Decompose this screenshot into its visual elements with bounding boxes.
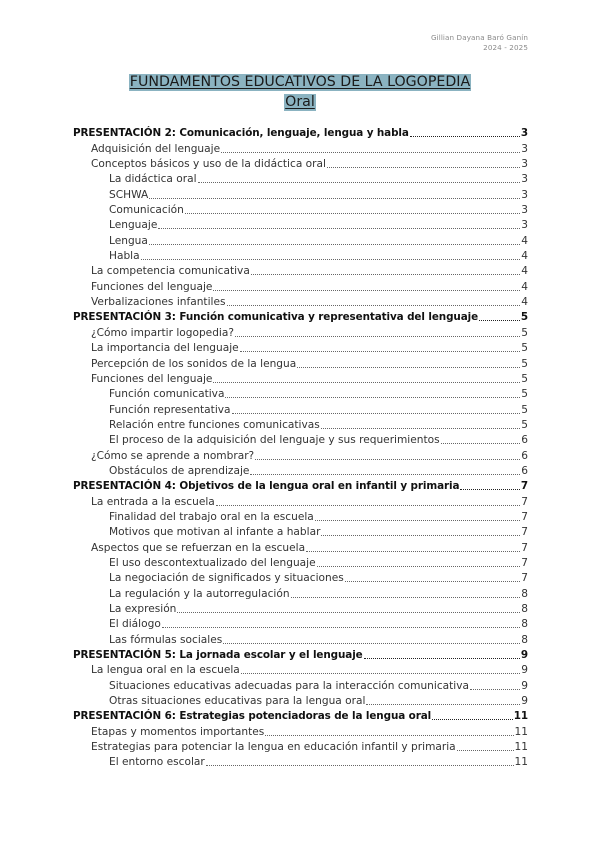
toc-dot-leader: [432, 719, 513, 720]
toc-entry[interactable]: [73, 309, 528, 324]
toc-dot-leader: [297, 367, 520, 368]
toc-entry-title: Lenguaje: [109, 219, 158, 232]
toc-entry-title: La lengua oral en la escuela: [91, 664, 240, 677]
toc-entry-page: 5: [521, 388, 528, 401]
toc-entry-page: 4: [521, 296, 528, 309]
toc-entry-page: 9: [521, 695, 528, 708]
toc-dot-leader: [158, 228, 520, 229]
toc-dot-leader: [225, 397, 520, 398]
table-of-contents: [73, 125, 528, 769]
toc-entry-page: 6: [521, 434, 528, 447]
toc-entry[interactable]: [73, 662, 528, 677]
toc-entry-page: 5: [521, 418, 528, 431]
toc-dot-leader: [317, 566, 521, 567]
toc-entry-page: 3: [521, 204, 528, 217]
toc-entry-title: Las fórmulas sociales: [109, 633, 223, 646]
toc-dot-leader: [206, 765, 514, 766]
toc-entry[interactable]: [73, 186, 528, 201]
toc-entry-page: 3: [521, 219, 528, 232]
toc-entry-page: 5: [521, 342, 528, 355]
toc-entry[interactable]: [73, 693, 528, 708]
toc-entry-title: PRESENTACIÓN 2: Comunicación, lenguaje, lengua y habla: [73, 127, 409, 140]
toc-entry-title: Finalidad del trabajo oral en la escuela: [109, 510, 314, 523]
toc-entry[interactable]: [73, 463, 528, 478]
toc-entry[interactable]: [73, 585, 528, 600]
toc-entry-page: 9: [520, 649, 528, 662]
toc-entry-page: 3: [520, 127, 528, 140]
toc-dot-leader: [240, 351, 521, 352]
toc-entry-page: 4: [521, 250, 528, 263]
toc-entry-title: La importancia del lenguaje: [91, 342, 239, 355]
toc-dot-leader: [255, 459, 520, 460]
toc-entry[interactable]: [73, 386, 528, 401]
document-header-meta: [431, 33, 528, 53]
toc-dot-leader: [221, 152, 520, 153]
toc-dot-leader: [250, 474, 520, 475]
toc-entry-page: 8: [521, 633, 528, 646]
toc-dot-leader: [364, 658, 520, 659]
toc-entry-page: 7: [520, 480, 528, 493]
toc-entry-page: 3: [521, 142, 528, 155]
toc-entry[interactable]: [73, 616, 528, 631]
toc-dot-leader: [327, 167, 520, 168]
toc-entry-page: 11: [514, 741, 528, 754]
toc-entry[interactable]: [73, 355, 528, 370]
title-line-1: FUNDAMENTOS EDUCATIVOS DE LA LOGOPEDIA: [129, 74, 471, 90]
toc-entry[interactable]: [73, 555, 528, 570]
toc-entry-title: Función comunicativa: [109, 388, 225, 401]
toc-entry-page: 7: [521, 556, 528, 569]
toc-dot-leader: [321, 535, 520, 536]
toc-entry[interactable]: [73, 401, 528, 416]
toc-dot-leader: [235, 336, 520, 337]
toc-dot-leader: [441, 443, 521, 444]
toc-dot-leader: [366, 704, 520, 705]
toc-entry[interactable]: [73, 723, 528, 738]
author-name: Gillian Dayana Baró Ganín: [430, 33, 528, 42]
toc-entry-page: 3: [521, 188, 528, 201]
toc-entry-title: Motivos que motivan al infante a hablar: [109, 526, 321, 539]
toc-entry[interactable]: [73, 232, 528, 247]
toc-entry-page: 4: [521, 234, 528, 247]
toc-dot-leader: [149, 198, 520, 199]
toc-entry-title: Relación entre funciones comunicativas: [109, 418, 320, 431]
toc-entry-page: 5: [521, 357, 528, 370]
toc-entry-title: PRESENTACIÓN 4: Objetivos de la lengua oral en infantil y primaria: [73, 480, 460, 493]
toc-entry[interactable]: [73, 570, 528, 585]
toc-entry-title: Aspectos que se refuerzan en la escuela: [91, 541, 306, 554]
toc-entry-page: 6: [521, 464, 528, 477]
toc-entry-page: 11: [513, 710, 528, 723]
toc-entry-title: Otras situaciones educativas para la lengua oral: [109, 695, 366, 708]
toc-entry-page: 3: [521, 173, 528, 186]
document-title: [0, 71, 600, 111]
toc-dot-leader: [321, 428, 520, 429]
toc-dot-leader: [185, 213, 520, 214]
toc-entry[interactable]: [73, 478, 528, 493]
toc-dot-leader: [216, 505, 520, 506]
toc-entry[interactable]: [73, 340, 528, 355]
toc-entry-title: PRESENTACIÓN 3: Función comunicativa y representativa del lenguaje: [73, 311, 479, 324]
toc-entry-page: 7: [521, 541, 528, 554]
toc-entry-title: La entrada a la escuela: [91, 495, 215, 508]
toc-dot-leader: [410, 136, 520, 137]
toc-entry-title: Situaciones educativas adecuadas para la interacción comunicativa: [109, 679, 470, 692]
toc-entry-title: La regulación y la autorregulación: [109, 587, 290, 600]
toc-entry-title: El diálogo: [109, 618, 161, 631]
toc-entry[interactable]: [73, 539, 528, 554]
toc-dot-leader: [291, 597, 521, 598]
toc-entry[interactable]: [73, 708, 528, 723]
toc-entry-title: ¿Cómo se aprende a nombrar?: [91, 449, 255, 462]
toc-entry-title: Funciones del lenguaje: [91, 280, 213, 293]
toc-entry-title: Lengua: [109, 234, 148, 247]
toc-entry-title: Obstáculos de aprendizaje: [109, 464, 250, 477]
toc-entry-page: 11: [514, 756, 528, 769]
toc-dot-leader: [265, 735, 513, 736]
toc-entry-page: 11: [514, 725, 528, 738]
toc-entry-title: PRESENTACIÓN 6: Estrategias potenciadoras de la lengua oral: [73, 710, 432, 723]
toc-entry[interactable]: [73, 202, 528, 217]
toc-entry[interactable]: [73, 278, 528, 293]
academic-year: 2024 - 2025: [483, 43, 528, 52]
toc-entry-title: Adquisición del lenguaje: [91, 142, 221, 155]
toc-entry[interactable]: [73, 493, 528, 508]
toc-dot-leader: [213, 382, 520, 383]
toc-entry-title: La negociación de significados y situaciones: [109, 572, 344, 585]
toc-entry-title: Habla: [109, 250, 140, 263]
toc-entry[interactable]: [73, 171, 528, 186]
toc-entry-title: ¿Cómo impartir logopedia?: [91, 326, 234, 339]
toc-entry[interactable]: [73, 324, 528, 339]
toc-dot-leader: [470, 689, 520, 690]
toc-entry-page: 5: [520, 311, 528, 324]
toc-entry-page: 7: [521, 572, 528, 585]
toc-entry[interactable]: [73, 739, 528, 754]
toc-entry-title: PRESENTACIÓN 5: La jornada escolar y el lenguaje: [73, 649, 363, 662]
toc-entry-title: Comunicación: [109, 204, 184, 217]
toc-dot-leader: [479, 320, 520, 321]
toc-entry[interactable]: [73, 217, 528, 232]
toc-entry-page: 7: [521, 526, 528, 539]
toc-entry-title: Verbalizaciones infantiles: [91, 296, 226, 309]
toc-entry-title: El proceso de la adquisición del lenguaje y sus requerimientos: [109, 434, 440, 447]
toc-entry-title: Estrategias para potenciar la lengua en educación infantil y primaria: [91, 741, 456, 754]
toc-dot-leader: [162, 627, 520, 628]
toc-entry-title: Función representativa: [109, 403, 231, 416]
toc-entry[interactable]: [73, 432, 528, 447]
toc-dot-leader: [141, 259, 521, 260]
toc-entry-title: La expresión: [109, 603, 177, 615]
toc-entry[interactable]: [73, 263, 528, 278]
toc-entry-title: Conceptos básicos y uso de la didáctica oral: [91, 158, 326, 171]
toc-entry-page: 5: [521, 403, 528, 416]
toc-entry[interactable]: [73, 417, 528, 432]
toc-entry-page: 8: [521, 587, 528, 600]
toc-dot-leader: [149, 244, 520, 245]
toc-dot-leader: [198, 182, 521, 183]
toc-entry-page: 5: [521, 372, 528, 385]
toc-entry-page: 6: [521, 449, 528, 462]
toc-entry[interactable]: [73, 647, 528, 662]
toc-entry[interactable]: [73, 140, 528, 155]
toc-dot-leader: [213, 290, 520, 291]
toc-dot-leader: [177, 612, 520, 613]
toc-entry-page: 7: [521, 510, 528, 523]
toc-dot-leader: [241, 673, 520, 674]
toc-entry-page: 8: [521, 603, 528, 615]
toc-entry-title: El entorno escolar: [109, 756, 205, 769]
toc-entry-page: 9: [521, 664, 528, 677]
toc-dot-leader: [345, 581, 520, 582]
toc-entry-page: 4: [521, 280, 528, 293]
toc-dot-leader: [227, 305, 521, 306]
toc-entry-page: 5: [521, 326, 528, 339]
toc-entry[interactable]: [73, 677, 528, 692]
toc-entry-title: SCHWA: [109, 188, 149, 201]
toc-entry-page: 9: [521, 679, 528, 692]
toc-entry-title: Percepción de los sonidos de la lengua: [91, 357, 297, 370]
toc-dot-leader: [223, 643, 520, 644]
toc-entry[interactable]: [73, 294, 528, 309]
toc-entry[interactable]: [73, 601, 528, 616]
toc-entry[interactable]: [73, 156, 528, 171]
toc-dot-leader: [306, 551, 520, 552]
toc-entry[interactable]: [73, 447, 528, 462]
toc-dot-leader: [460, 489, 519, 490]
toc-entry-title: El uso descontextualizado del lenguaje: [109, 556, 316, 569]
toc-entry-title: Funciones del lenguaje: [91, 372, 213, 385]
toc-entry[interactable]: [73, 754, 528, 769]
toc-dot-leader: [457, 750, 514, 751]
toc-entry-page: 3: [521, 158, 528, 171]
toc-entry[interactable]: [73, 248, 528, 263]
toc-entry-title: La competencia comunicativa: [91, 265, 250, 278]
toc-entry-page: 7: [521, 495, 528, 508]
title-line-2: Oral: [285, 94, 315, 110]
toc-entry[interactable]: [73, 524, 528, 539]
toc-entry[interactable]: [73, 631, 528, 646]
toc-entry[interactable]: [73, 509, 528, 524]
toc-entry-page: 8: [521, 618, 528, 631]
toc-dot-leader: [232, 413, 521, 414]
toc-entry-page: 4: [521, 265, 528, 278]
toc-entry-title: La didáctica oral: [109, 173, 197, 186]
toc-entry[interactable]: [73, 371, 528, 386]
toc-dot-leader: [315, 520, 520, 521]
toc-entry[interactable]: [73, 125, 528, 140]
toc-dot-leader: [251, 274, 520, 275]
toc-entry-title: Etapas y momentos importantes: [91, 725, 265, 738]
